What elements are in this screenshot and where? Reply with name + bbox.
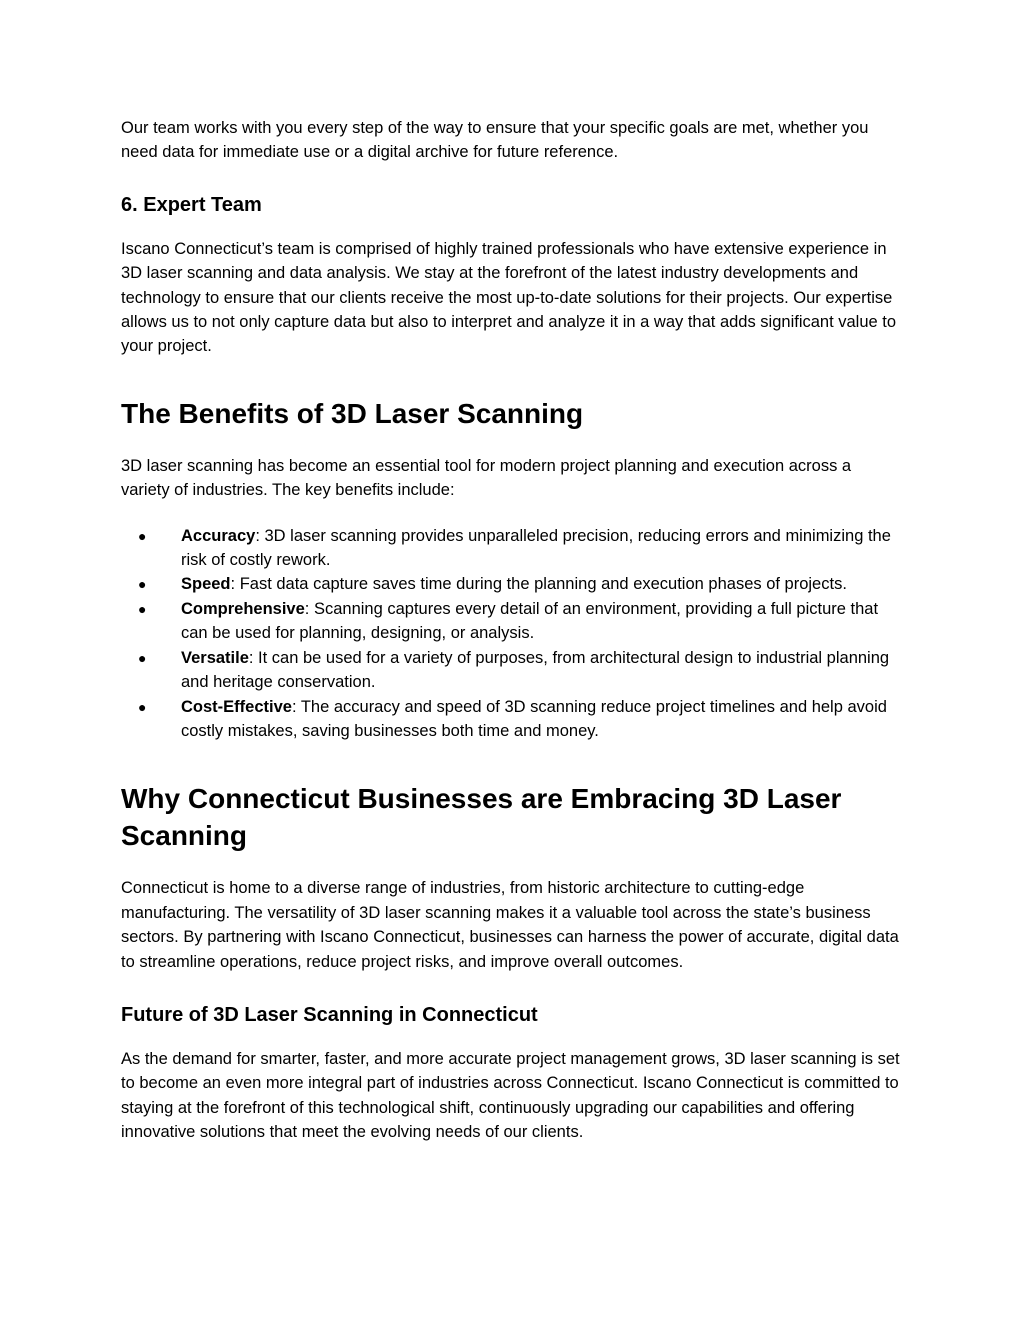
benefit-description: : Scanning captures every detail of an environment, providing a full picture that can be used for planning, designing, or analysis. — [181, 599, 879, 643]
bullet-icon: ● — [138, 527, 147, 544]
benefits-intro-paragraph: 3D laser scanning has become an essential tool for modern project planning and execution across a variety of industries. The key benefits include: — [121, 456, 852, 500]
intro-paragraph: Our team works with you every step of the way to ensure that your specific goals are met, whether you need data for immediate use or a digital archive for future reference. — [121, 119, 869, 162]
list-item — [121, 524, 901, 573]
benefit-description: : It can be used for a variety of purposes, from architectural design to industrial planning and heritage conservation. — [181, 648, 890, 692]
benefits-heading: The Benefits of 3D Laser Scanning — [121, 397, 584, 429]
bullet-icon: ● — [138, 698, 147, 715]
list-item — [121, 597, 901, 646]
future-paragraph: As the demand for smarter, faster, and more accurate project management grows, 3D laser scanning is set to become an even more integral part of industries across Connecticut. Iscano Connecticut is committed to staying at the forefront of this technological shift, continuously upgrading our capabilities and offering innovative solutions that meet the evolving needs of our clients. — [121, 1049, 900, 1142]
benefit-description: : 3D laser scanning provides unparalleled precision, reducing errors and minimizing the risk of costly rework. — [181, 526, 891, 570]
bullet-icon: ● — [138, 649, 147, 666]
list-item — [121, 646, 901, 695]
why-connecticut-heading: Why Connecticut Businesses are Embracing 3D Laser Scanning — [121, 783, 842, 852]
benefit-term: Speed — [181, 575, 231, 594]
expert-team-heading: 6. Expert Team — [121, 193, 262, 216]
benefit-term: Accuracy — [181, 526, 256, 545]
list-item — [121, 695, 901, 744]
future-heading: Future of 3D Laser Scanning in Connecticut — [121, 1003, 538, 1026]
benefits-list — [121, 524, 901, 744]
why-connecticut-paragraph: Connecticut is home to a diverse range of industries, from historic architecture to cutting-edge manufacturing. The versatility of 3D laser scanning makes it a valuable tool across the state’s business sectors. By partnering with Iscano Connecticut, businesses can harness the power of accurate, digital data to streamline operations, reduce project risks, and improve overall outcomes. — [121, 879, 899, 971]
benefit-term: Cost-Effective — [181, 697, 292, 716]
bullet-icon: ● — [138, 576, 147, 593]
benefit-description: : Fast data capture saves time during the planning and execution phases of projects. — [230, 575, 847, 594]
benefit-term: Comprehensive — [181, 599, 305, 618]
benefit-term: Versatile — [181, 648, 249, 667]
list-item — [121, 572, 901, 596]
benefit-description: : The accuracy and speed of 3D scanning reduce project timelines and help avoid costly mistakes, saving businesses both time and money. — [181, 697, 887, 740]
bullet-icon: ● — [138, 600, 147, 617]
document-page — [121, 116, 901, 1145]
expert-team-paragraph: Iscano Connecticut’s team is comprised of highly trained professionals who have extensive experience in 3D laser scanning and data analysis. We stay at the forefront of the latest industry developments and technology to ensure that our clients receive the most up-to-date solutions for their projects. Our expertise allows us to not only capture data but also to interpret and analyze it in a way that adds significant value to your project. — [121, 239, 897, 356]
